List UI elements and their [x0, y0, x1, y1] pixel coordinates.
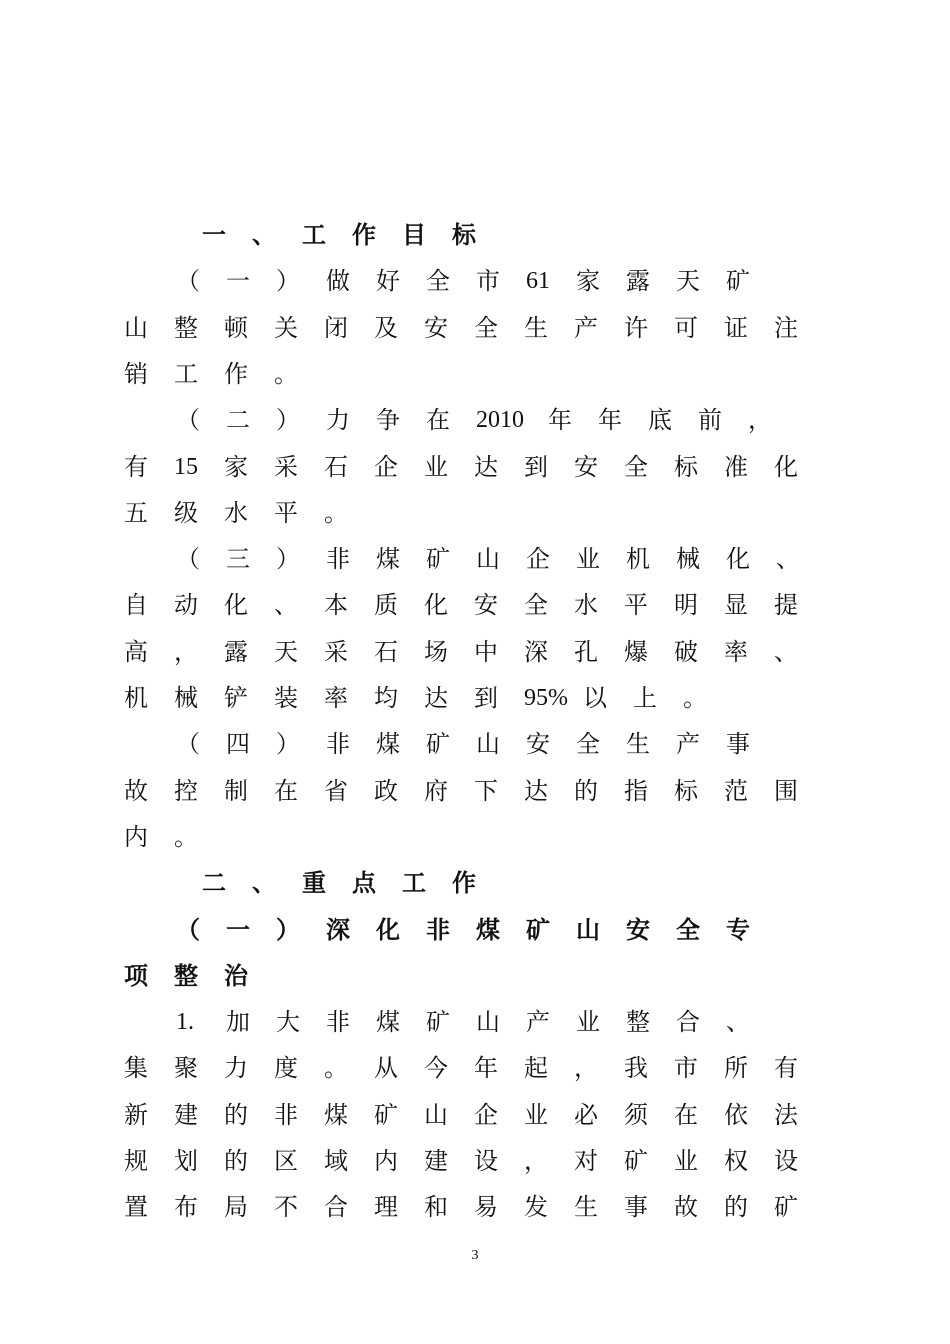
glyph: 自 [124, 591, 148, 620]
text-line [124, 444, 824, 490]
glyph: 矿 [426, 730, 450, 759]
glyph: 作 [452, 868, 476, 898]
glyph: 全 [474, 313, 498, 342]
text-line [124, 1045, 824, 1091]
glyph: 化 [774, 452, 798, 481]
glyph: 所 [724, 1054, 748, 1083]
glyph: 家 [576, 267, 600, 296]
glyph: 年 [474, 1054, 498, 1083]
glyph: 业 [524, 1100, 548, 1129]
glyph: 做 [326, 267, 350, 296]
glyph: 矿 [374, 1100, 398, 1129]
glyph: 非 [326, 1008, 350, 1037]
glyph: 安 [574, 452, 598, 481]
glyph: 合 [324, 1193, 348, 1222]
glyph: 煤 [376, 1008, 400, 1037]
glyph: 标 [674, 452, 698, 481]
text-line [202, 212, 502, 258]
glyph: 率 [324, 684, 348, 712]
glyph: 业 [424, 452, 448, 481]
glyph: 销 [124, 359, 148, 388]
glyph: 我 [624, 1054, 648, 1083]
glyph: 1. [176, 1009, 194, 1036]
glyph: 新 [124, 1100, 148, 1129]
text-line [124, 1092, 824, 1138]
glyph: 全 [624, 452, 648, 481]
glyph: ） [276, 545, 300, 574]
glyph: 必 [574, 1100, 598, 1129]
text-line [124, 814, 224, 860]
glyph: 煤 [476, 914, 500, 944]
glyph: 治 [224, 960, 248, 990]
glyph: 非 [426, 914, 450, 944]
glyph: ， [174, 637, 198, 666]
glyph: 上 [633, 684, 657, 712]
glyph: 一 [226, 914, 250, 944]
glyph: 在 [274, 776, 298, 805]
glyph: 提 [774, 591, 798, 620]
text-line [124, 351, 324, 397]
glyph: 矿 [526, 914, 550, 944]
text-line [124, 1184, 824, 1230]
glyph: 铲 [224, 684, 248, 712]
glyph: 建 [424, 1147, 448, 1175]
text-line [176, 999, 776, 1045]
glyph: 采 [324, 637, 348, 666]
glyph: 起 [524, 1054, 548, 1083]
glyph: 露 [626, 267, 650, 296]
glyph: 全 [524, 591, 548, 620]
glyph: 达 [524, 776, 548, 805]
glyph: 对 [574, 1147, 598, 1175]
glyph: 动 [174, 591, 198, 620]
glyph: ） [276, 406, 300, 435]
glyph: 有 [124, 452, 148, 481]
glyph: 闭 [324, 313, 348, 342]
glyph: 化 [376, 914, 400, 944]
glyph: 企 [526, 545, 550, 574]
glyph: 点 [352, 868, 376, 898]
glyph: 依 [724, 1100, 748, 1129]
glyph: 注 [774, 313, 798, 342]
glyph: 家 [224, 452, 248, 481]
glyph: 。 [274, 359, 298, 388]
glyph: 。 [324, 1054, 348, 1083]
glyph: 加 [226, 1008, 250, 1037]
glyph: 区 [274, 1147, 298, 1175]
glyph: 到 [524, 452, 548, 481]
glyph: 在 [426, 406, 450, 435]
glyph: 产 [676, 730, 700, 759]
glyph: 。 [324, 498, 348, 527]
glyph: 爆 [624, 637, 648, 666]
glyph: 底 [648, 406, 672, 435]
glyph: （ [176, 730, 200, 759]
glyph: 95% [524, 685, 568, 711]
glyph: 级 [174, 498, 198, 527]
glyph: 五 [124, 498, 148, 527]
glyph: 械 [676, 545, 700, 574]
glyph: 均 [374, 684, 398, 712]
glyph: 率 [724, 637, 748, 666]
glyph: 石 [374, 637, 398, 666]
glyph: 的 [724, 1193, 748, 1222]
glyph: 水 [224, 498, 248, 527]
glyph: 矿 [426, 545, 450, 574]
glyph: 前 [698, 406, 722, 435]
glyph: 布 [174, 1193, 198, 1222]
glyph: 业 [576, 1008, 600, 1037]
glyph: 市 [674, 1054, 698, 1083]
glyph: 年 [548, 406, 572, 435]
text-line [124, 675, 733, 721]
glyph: 制 [224, 776, 248, 805]
glyph: 生 [574, 1193, 598, 1222]
glyph: 集 [124, 1054, 148, 1083]
glyph: 化 [224, 591, 248, 620]
glyph: 、 [774, 637, 798, 666]
glyph: （ [176, 267, 200, 296]
glyph: 内 [374, 1147, 398, 1175]
glyph: 建 [174, 1100, 198, 1129]
glyph: 专 [726, 914, 750, 944]
glyph: 设 [774, 1147, 798, 1175]
glyph: 控 [174, 776, 198, 805]
glyph: 质 [374, 591, 398, 620]
glyph: 到 [474, 684, 498, 712]
glyph: 化 [424, 591, 448, 620]
glyph: （ [176, 914, 200, 944]
glyph: 安 [474, 591, 498, 620]
glyph: 府 [424, 776, 448, 805]
glyph: 不 [274, 1193, 298, 1222]
glyph: 规 [124, 1147, 148, 1175]
glyph: 整 [174, 313, 198, 342]
glyph: 事 [624, 1193, 648, 1222]
glyph: 露 [224, 637, 248, 666]
glyph: 煤 [376, 730, 400, 759]
glyph: 可 [674, 313, 698, 342]
glyph: 产 [574, 313, 598, 342]
glyph: 一 [202, 220, 226, 249]
glyph: 全 [676, 914, 700, 944]
glyph: 安 [626, 914, 650, 944]
glyph: 安 [424, 313, 448, 342]
text-line [124, 768, 824, 814]
glyph: 本 [324, 591, 348, 620]
glyph: 2010 [476, 407, 524, 434]
glyph: 的 [574, 776, 598, 805]
text-line [202, 860, 502, 906]
glyph: 标 [674, 776, 698, 805]
glyph: 整 [626, 1008, 650, 1037]
glyph: 度 [274, 1054, 298, 1083]
glyph: 工 [174, 359, 198, 388]
glyph: 场 [424, 637, 448, 666]
glyph: 围 [774, 776, 798, 805]
glyph: 及 [374, 313, 398, 342]
glyph: 准 [724, 452, 748, 481]
text-line [124, 629, 824, 675]
glyph: 聚 [174, 1054, 198, 1083]
glyph: 化 [726, 545, 750, 574]
glyph: 重 [302, 868, 326, 898]
glyph: 故 [674, 1193, 698, 1222]
glyph: ， [748, 406, 772, 435]
glyph: 煤 [324, 1100, 348, 1129]
glyph: 局 [224, 1193, 248, 1222]
glyph: 划 [174, 1147, 198, 1175]
glyph: 在 [674, 1100, 698, 1129]
glyph: 大 [276, 1008, 300, 1037]
glyph: 生 [626, 730, 650, 759]
glyph: 年 [598, 406, 622, 435]
glyph: 机 [124, 684, 148, 712]
glyph: 天 [274, 637, 298, 666]
glyph: 显 [724, 591, 748, 620]
glyph: 有 [774, 1054, 798, 1083]
glyph: 山 [424, 1100, 448, 1129]
text-line [124, 1138, 824, 1184]
glyph: ） [276, 914, 300, 944]
glyph: 破 [674, 637, 698, 666]
glyph: 易 [474, 1193, 498, 1222]
glyph: 、 [776, 545, 800, 574]
glyph: 高 [124, 637, 148, 666]
glyph: 非 [274, 1100, 298, 1129]
glyph: 61 [526, 268, 550, 295]
glyph: 理 [374, 1193, 398, 1222]
glyph: 全 [576, 730, 600, 759]
glyph: 企 [474, 1100, 498, 1129]
text-line [124, 953, 274, 999]
glyph: 工 [302, 220, 326, 249]
glyph: 力 [224, 1054, 248, 1083]
glyph: 以 [583, 684, 607, 712]
text-line [176, 721, 776, 767]
glyph: 目 [402, 220, 426, 249]
glyph: 四 [226, 730, 250, 759]
page-number: 3 [471, 1248, 479, 1263]
glyph: 安 [526, 730, 550, 759]
glyph: 、 [252, 220, 276, 249]
glyph: 煤 [376, 545, 400, 574]
glyph: 政 [374, 776, 398, 805]
glyph: 山 [476, 730, 500, 759]
glyph: 业 [576, 545, 600, 574]
glyph: 须 [624, 1100, 648, 1129]
glyph: 的 [224, 1147, 248, 1175]
glyph: 天 [676, 267, 700, 296]
glyph: 一 [226, 267, 250, 296]
glyph: 中 [474, 637, 498, 666]
glyph: 争 [376, 406, 400, 435]
text-line [176, 258, 776, 304]
glyph: 矿 [726, 267, 750, 296]
glyph: 非 [326, 730, 350, 759]
glyph: 内 [124, 822, 148, 851]
glyph: 二 [202, 868, 226, 898]
glyph: 证 [724, 313, 748, 342]
glyph: 置 [124, 1193, 148, 1222]
glyph: 从 [374, 1054, 398, 1083]
glyph: 15 [174, 453, 198, 480]
glyph: 、 [274, 591, 298, 620]
glyph: 标 [452, 220, 476, 249]
glyph: 的 [224, 1100, 248, 1129]
glyph: 今 [424, 1054, 448, 1083]
text-line [176, 397, 798, 443]
glyph: 整 [174, 960, 198, 990]
glyph: 三 [226, 545, 250, 574]
glyph: 发 [524, 1193, 548, 1222]
glyph: 域 [324, 1147, 348, 1175]
glyph: 事 [726, 730, 750, 759]
text-line [124, 582, 824, 628]
glyph: 产 [526, 1008, 550, 1037]
glyph: 好 [376, 267, 400, 296]
glyph: （ [176, 406, 200, 435]
glyph: 企 [374, 452, 398, 481]
glyph: 平 [274, 498, 298, 527]
glyph: 省 [324, 776, 348, 805]
glyph: 装 [274, 684, 298, 712]
glyph: ） [276, 730, 300, 759]
glyph: 权 [724, 1147, 748, 1175]
text-line [124, 490, 374, 536]
glyph: 二 [226, 406, 250, 435]
glyph: 市 [476, 267, 500, 296]
glyph: 项 [124, 960, 148, 990]
glyph: 合 [676, 1008, 700, 1037]
glyph: 平 [624, 591, 648, 620]
glyph: 非 [326, 545, 350, 574]
glyph: 工 [402, 868, 426, 898]
glyph: 业 [674, 1147, 698, 1175]
glyph: ） [276, 267, 300, 296]
text-line [176, 536, 826, 582]
glyph: （ [176, 545, 200, 574]
text-line [124, 305, 824, 351]
glyph: 生 [524, 313, 548, 342]
glyph: 全 [426, 267, 450, 296]
glyph: 关 [274, 313, 298, 342]
glyph: 石 [324, 452, 348, 481]
glyph: 采 [274, 452, 298, 481]
glyph: 下 [474, 776, 498, 805]
glyph: ， [574, 1054, 598, 1083]
glyph: 作 [224, 359, 248, 388]
glyph: 水 [574, 591, 598, 620]
glyph: 法 [774, 1100, 798, 1129]
glyph: 。 [174, 822, 198, 851]
glyph: 山 [476, 1008, 500, 1037]
glyph: 力 [326, 406, 350, 435]
glyph: 、 [726, 1008, 750, 1037]
glyph: 孔 [574, 637, 598, 666]
glyph: 达 [424, 684, 448, 712]
glyph: ， [524, 1147, 548, 1175]
text-line [176, 907, 776, 953]
glyph: 达 [474, 452, 498, 481]
glyph: 范 [724, 776, 748, 805]
glyph: 深 [524, 637, 548, 666]
glyph: 山 [576, 914, 600, 944]
glyph: 指 [624, 776, 648, 805]
glyph: 。 [683, 684, 707, 712]
glyph: 作 [352, 220, 376, 249]
glyph: 山 [476, 545, 500, 574]
glyph: 矿 [774, 1193, 798, 1222]
glyph: 、 [252, 868, 276, 898]
glyph: 顿 [224, 313, 248, 342]
glyph: 设 [474, 1147, 498, 1175]
glyph: 故 [124, 776, 148, 805]
glyph: 矿 [426, 1008, 450, 1037]
glyph: 明 [674, 591, 698, 620]
glyph: 山 [124, 313, 148, 342]
glyph: 机 [626, 545, 650, 574]
glyph: 许 [624, 313, 648, 342]
glyph: 和 [424, 1193, 448, 1222]
glyph: 械 [174, 684, 198, 712]
glyph: 矿 [624, 1147, 648, 1175]
glyph: 深 [326, 914, 350, 944]
